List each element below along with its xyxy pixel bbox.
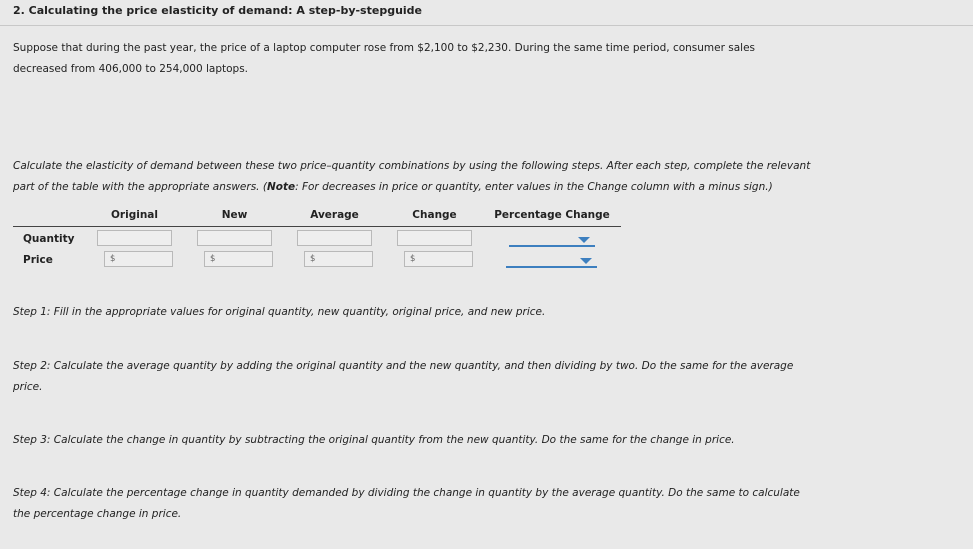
- quantity-percentage-change-dropdown[interactable]: [509, 235, 595, 247]
- currency-symbol: $: [410, 254, 416, 264]
- step-3: Step 3: Calculate the change in quantity by subtracting the original quantity from the new quantity. Do the same for the change in price.: [13, 434, 735, 446]
- quantity-original-input[interactable]: [97, 230, 172, 246]
- price-percentage-change-dropdown[interactable]: [506, 256, 597, 268]
- step-4-line-1: Step 4: Calculate the percentage change in quantity demanded by dividing the change in quantity by the average quantity. Do the same to calculate: [13, 487, 800, 499]
- price-original-input[interactable]: [104, 251, 173, 267]
- intro-line-2: decreased from 406,000 to 254,000 laptops.: [13, 63, 249, 75]
- header-average: Average: [310, 209, 359, 221]
- chevron-down-icon: [580, 258, 592, 264]
- price-new-input[interactable]: [204, 251, 273, 267]
- step-2: [13, 356, 843, 398]
- instructions-line-2-suffix: : For decreases in price or quantity, enter values in the Change column with a minus sign.): [295, 181, 773, 193]
- price-change-input[interactable]: [404, 251, 473, 267]
- header-percentage-change: Percentage Change: [494, 209, 610, 221]
- header-change: Change: [412, 209, 457, 221]
- note-label: Note: [266, 181, 296, 193]
- header-new: New: [221, 209, 248, 221]
- intro-line-1: Suppose that during the past year, the price of a laptop computer rose from $2,100 to $2,230. During the same time period, consumer sales: [13, 42, 756, 54]
- price-average-input[interactable]: [304, 251, 373, 267]
- row-label-price: Price: [23, 254, 53, 266]
- step-1: Step 1: Fill in the appropriate values for original quantity, new quantity, original price, and new price.: [13, 306, 546, 318]
- quantity-change-input[interactable]: [397, 230, 472, 246]
- step-2-line-2: price.: [13, 381, 43, 393]
- chevron-down-icon: [578, 237, 590, 243]
- currency-symbol: $: [310, 254, 316, 264]
- instructions: [13, 156, 853, 198]
- step-2-line-1: Step 2: Calculate the average quantity by adding the original quantity and the new quantity, and then dividing by two. Do the same for the average: [13, 360, 794, 372]
- step-4: [13, 483, 843, 525]
- quantity-new-input[interactable]: [197, 230, 272, 246]
- instructions-line-2: [13, 177, 853, 198]
- title-divider: [0, 25, 973, 26]
- currency-symbol: $: [210, 254, 216, 264]
- page-title: 2. Calculating the price elasticity of demand: A step-by-stepguide: [13, 4, 423, 17]
- table-header-rule: [13, 226, 621, 227]
- step-4-line-2: the percentage change in price.: [13, 508, 182, 520]
- instructions-line-1: Calculate the elasticity of demand between these two price–quantity combinations by using the following steps. After each step, complete the relevant: [13, 160, 811, 172]
- row-label-quantity: Quantity: [23, 233, 75, 245]
- instructions-line-2-prefix: part of the table with the appropriate answers. (: [13, 181, 267, 193]
- quantity-average-input[interactable]: [297, 230, 372, 246]
- currency-symbol: $: [110, 254, 116, 264]
- problem-intro: [13, 38, 803, 80]
- header-original: Original: [111, 209, 158, 221]
